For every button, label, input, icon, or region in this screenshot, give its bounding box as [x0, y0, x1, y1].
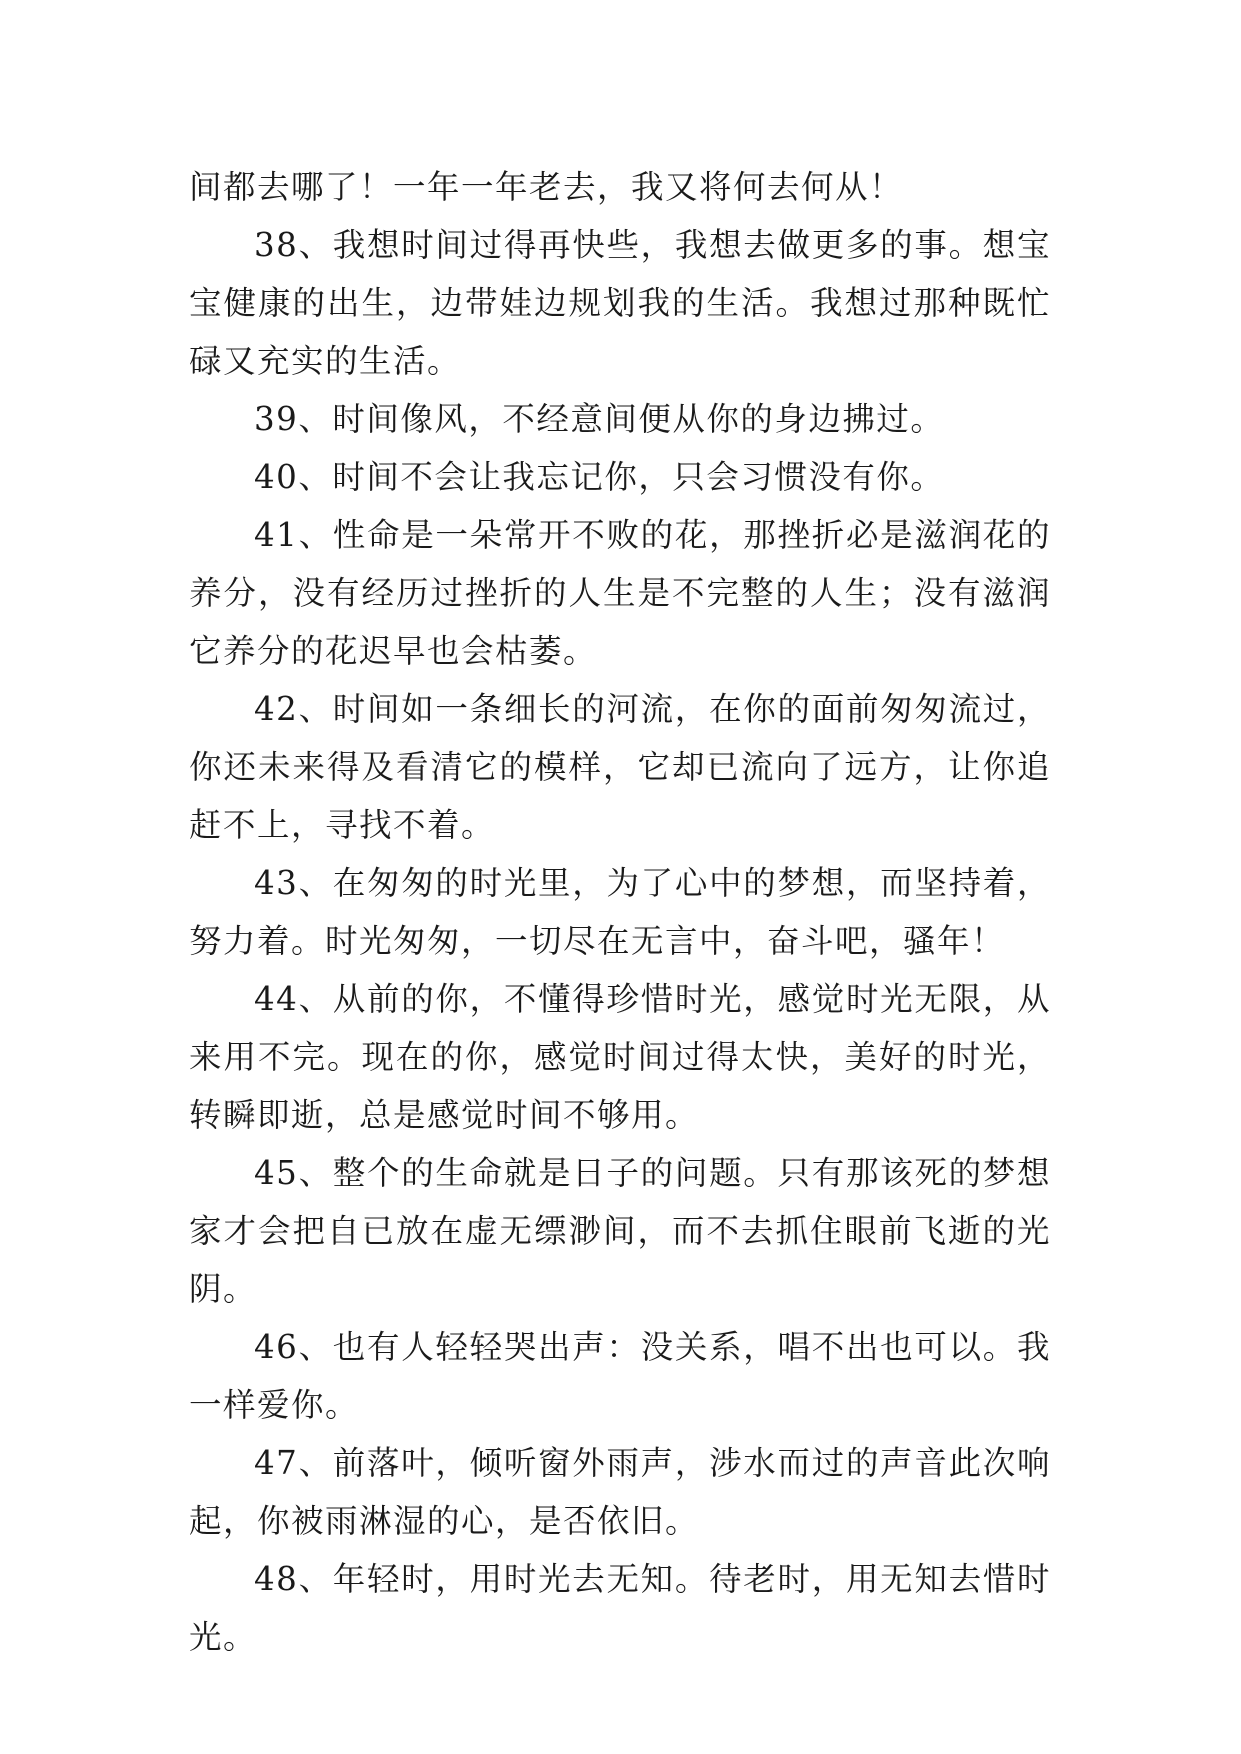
paragraph-41: 41、性命是一朵常开不败的花，那挫折必是滋润花的养分，没有经历过挫折的人生是不完整的人生；没有滋润它养分的花迟早也会枯萎。 [189, 516, 1051, 670]
paragraph-48: 48、年轻时，用时光去无知。待老时，用无知去惜时光。 [189, 1560, 1051, 1656]
paragraph-38: 38、我想时间过得再快些，我想去做更多的事。想宝宝健康的出生，边带娃边规划我的生活。我想过那种既忙碌又充实的生活。 [189, 226, 1051, 380]
paragraph-45: 45、整个的生命就是日子的问题。只有那该死的梦想家才会把自已放在虚无缥渺间，而不去抓住眼前飞逝的光阴。 [189, 1154, 1051, 1308]
paragraph-continued: 间都去哪了！一年一年老去，我又将何去何从！ [189, 168, 904, 206]
paragraph-39: 39、时间像风，不经意间便从你的身边拂过。 [254, 400, 945, 438]
paragraph-43: 43、在匆匆的时光里，为了心中的梦想，而坚持着，努力着。时光匆匆，一切尽在无言中，奋斗吧，骚年！ [189, 864, 1051, 960]
body-text [189, 158, 1051, 1666]
paragraph-42: 42、时间如一条细长的河流，在你的面前匆匆流过，你还未来得及看清它的模样，它却已流向了远方，让你追赶不上，寻找不着。 [189, 690, 1051, 844]
paragraph-46: 46、也有人轻轻哭出声：没关系，唱不出也可以。我一样爱你。 [189, 1328, 1051, 1424]
paragraph-47: 47、前落叶，倾听窗外雨声，涉水而过的声音此次响起，你被雨淋湿的心，是否依旧。 [189, 1444, 1051, 1540]
paragraph-44: 44、从前的你，不懂得珍惜时光，感觉时光无限，从来用不完。现在的你，感觉时间过得太快，美好的时光，转瞬即逝，总是感觉时间不够用。 [189, 980, 1051, 1134]
paragraph-40: 40、时间不会让我忘记你，只会习惯没有你。 [254, 458, 945, 496]
